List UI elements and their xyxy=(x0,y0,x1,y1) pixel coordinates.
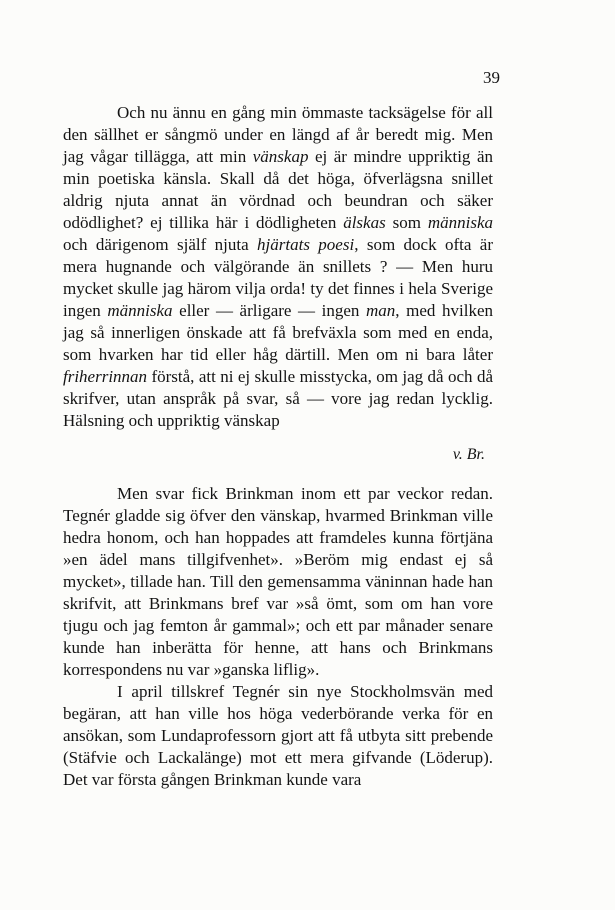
emphasized-word: friherrinnan xyxy=(63,367,148,386)
emphasized-word: människa xyxy=(107,301,173,320)
text-run: Och nu ännu en gång min ömmaste tacksägelse för all den sällhet er sångmö under en längd af år beredt mig. Men jag vågar tillägga, att min xyxy=(63,103,493,166)
text-run: eller — ärligare — ingen xyxy=(172,301,367,320)
body-text xyxy=(63,483,493,791)
text-run: förstå, att ni ej skulle misstycka, om jag då och då skrifver, utan anspråk på svar, så — vore jag redan lycklig. Hälsning och uppriktig vänskap xyxy=(63,367,493,430)
emphasized-word: vänskap xyxy=(252,147,309,166)
text-run: , som dock ofta är mera hugnande och välgörande än snillets ? — Men huru mycket skulle jag härom vilja orda! ty det finnes i hela Sverige ingen xyxy=(63,235,493,320)
letter-paragraph xyxy=(63,102,493,432)
text-run: , med hvilken jag så innerligen önskade att få brefväxla som med en enda, som hvarken har tid eller håg därtill. Men om ni bara låter xyxy=(63,301,494,364)
emphasized-word: man xyxy=(366,301,396,320)
body-paragraph-2: I april tillskref Tegnér sin nye Stockholmsvän med begäran, att han ville hos höga vederbörande verka för en ansökan, som Lundaprofessorn gjort att få utbyta sitt prebende (Stäfvie och Lackalänge) mot ett mera gifvande (Löderup). Det var första gången Brinkman kunde vara xyxy=(63,682,493,789)
emphasized-word: älskas xyxy=(343,213,386,232)
emphasized-word: människa xyxy=(427,213,493,232)
page-number: 39 xyxy=(483,68,500,87)
letter-signature: v. Br. xyxy=(452,446,485,463)
letter-text xyxy=(63,102,493,432)
emphasized-word: hjärtats poesi xyxy=(257,235,355,254)
text-run: och därigenom själf njuta xyxy=(63,235,258,254)
text-run: ej är mindre uppriktig än min poetiska känsla. Skall då det höga, öfverlägsna snillet aldrig njuta annat än vördnad och beundran och säker odödlighet? ej tillika här i dödligheten xyxy=(63,147,493,232)
body-paragraph-1: Men svar fick Brinkman inom ett par veckor redan. Tegnér gladde sig öfver den vänskap, hvarmed Brinkman ville hedra honom, och han hoppades att framdeles kunna förtjäna »en ädel mans tillgifvenhet». »Beröm mig endast ej så mycket», tillade han. Till den gemensamma väninnan hade han skrifvit, att Brinkmans bref var »så ömt, som om han vore tjugu och jag femton år gammal»; och ett par månader senare kunde han inberätta för henne, att hans och Brinkmans korrespondens nu var »ganska liflig». xyxy=(63,484,493,679)
text-run: som xyxy=(385,213,428,232)
